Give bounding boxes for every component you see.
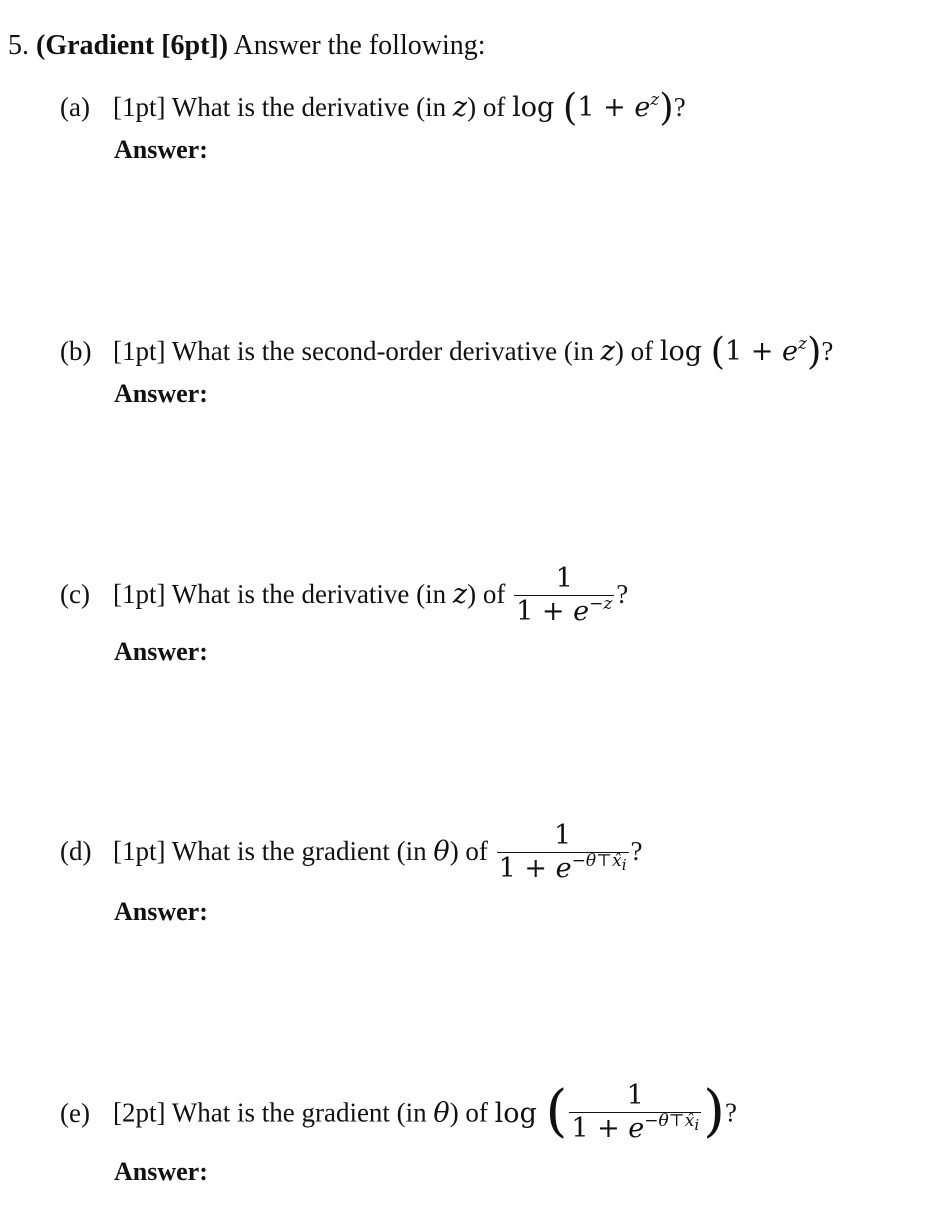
part-c-numerator: 1 — [514, 564, 614, 596]
part-e: (e) [2pt] What is the gradient (in θ) of log ( $\frac{1}{1 + e^{-\theta⊤x̂_i}}$ )? — [60, 1078, 737, 1144]
part-a-of: ) of — [467, 92, 506, 122]
part-a-expression: $\log (1 + e^z)$ — [512, 86, 674, 129]
part-e-points: [2pt] — [113, 1097, 166, 1128]
problem-heading — [8, 28, 486, 64]
part-d-of: ) of — [449, 836, 488, 867]
part-a-answer-label: Answer: — [114, 135, 208, 164]
part-c: (c) [1pt] What is the derivative (in z) of $\frac{1}{1 + e^{-z}}$ ? — [60, 563, 629, 627]
part-d-fraction — [497, 821, 629, 885]
part-d-points: [1pt] — [113, 836, 166, 867]
part-c-denominator: $1 + e^{-z}$ — [516, 594, 613, 627]
part-a-label: (a) — [60, 92, 90, 122]
part-b-answer-label: Answer: — [114, 379, 208, 408]
part-d-denominator: $1 + e^{-\theta⊤x̂_i}$ — [498, 851, 627, 884]
problem-instruction: Answer the following: — [233, 30, 486, 61]
part-c-of: ) of — [467, 579, 506, 610]
problem-number: 5. — [8, 30, 29, 61]
part-d-label: (d) — [60, 836, 92, 867]
part-e-denominator: $1 + e^{-\theta⊤x̂_i}$ — [571, 1111, 700, 1144]
part-d-answer-label: Answer: — [114, 897, 208, 926]
part-a-variable: z — [452, 92, 468, 123]
part-a: (a) [1pt] What is the derivative (in z) of $\log (1 + e^z)$? — [60, 86, 686, 129]
part-e-label: (e) — [60, 1097, 90, 1128]
part-d-question: What is the gradient (in — [171, 836, 427, 867]
part-a-question: What is the derivative (in — [171, 92, 447, 122]
part-e-fraction — [569, 1081, 701, 1145]
part-c-points: [1pt] — [113, 579, 166, 610]
part-b-expression: $\log (1 + e^z)$ — [659, 330, 822, 373]
part-b-variable: z — [600, 336, 615, 367]
part-b: (b) [1pt] What is the second-order derivative (in z) of $\log (1 + e^z)$? — [60, 330, 834, 373]
problem-title: (Gradient [6pt]) — [36, 30, 229, 61]
part-e-numerator: 1 — [569, 1081, 701, 1113]
part-b-label: (b) — [60, 336, 92, 366]
part-c-label: (c) — [60, 579, 90, 610]
part-b-question: What is the second-order derivative (in — [171, 336, 594, 366]
part-b-of: ) of — [614, 336, 654, 366]
part-e-variable: θ — [433, 1097, 450, 1129]
part-e-of: ) of — [449, 1097, 488, 1128]
part-a-points: [1pt] — [113, 92, 166, 122]
part-c-fraction — [514, 564, 614, 628]
part-e-question: What is the gradient (in — [171, 1097, 427, 1128]
part-b-points: [1pt] — [113, 336, 166, 366]
part-e-expression: log ( $\frac{1}{1 + e^{-\theta⊤x̂_i}}$ ) — [494, 1078, 726, 1144]
part-e-answer-label: Answer: — [114, 1157, 208, 1186]
part-c-question: What is the derivative (in — [171, 579, 447, 610]
part-d: (d) [1pt] What is the gradient (in θ) of $\frac{1}{1 + e^{-\theta⊤x̂_i}}$ ? — [60, 820, 643, 884]
part-d-numerator: 1 — [497, 821, 629, 853]
part-c-variable: z — [452, 579, 468, 611]
part-c-answer-label: Answer: — [114, 637, 208, 666]
part-d-variable: θ — [433, 836, 450, 868]
